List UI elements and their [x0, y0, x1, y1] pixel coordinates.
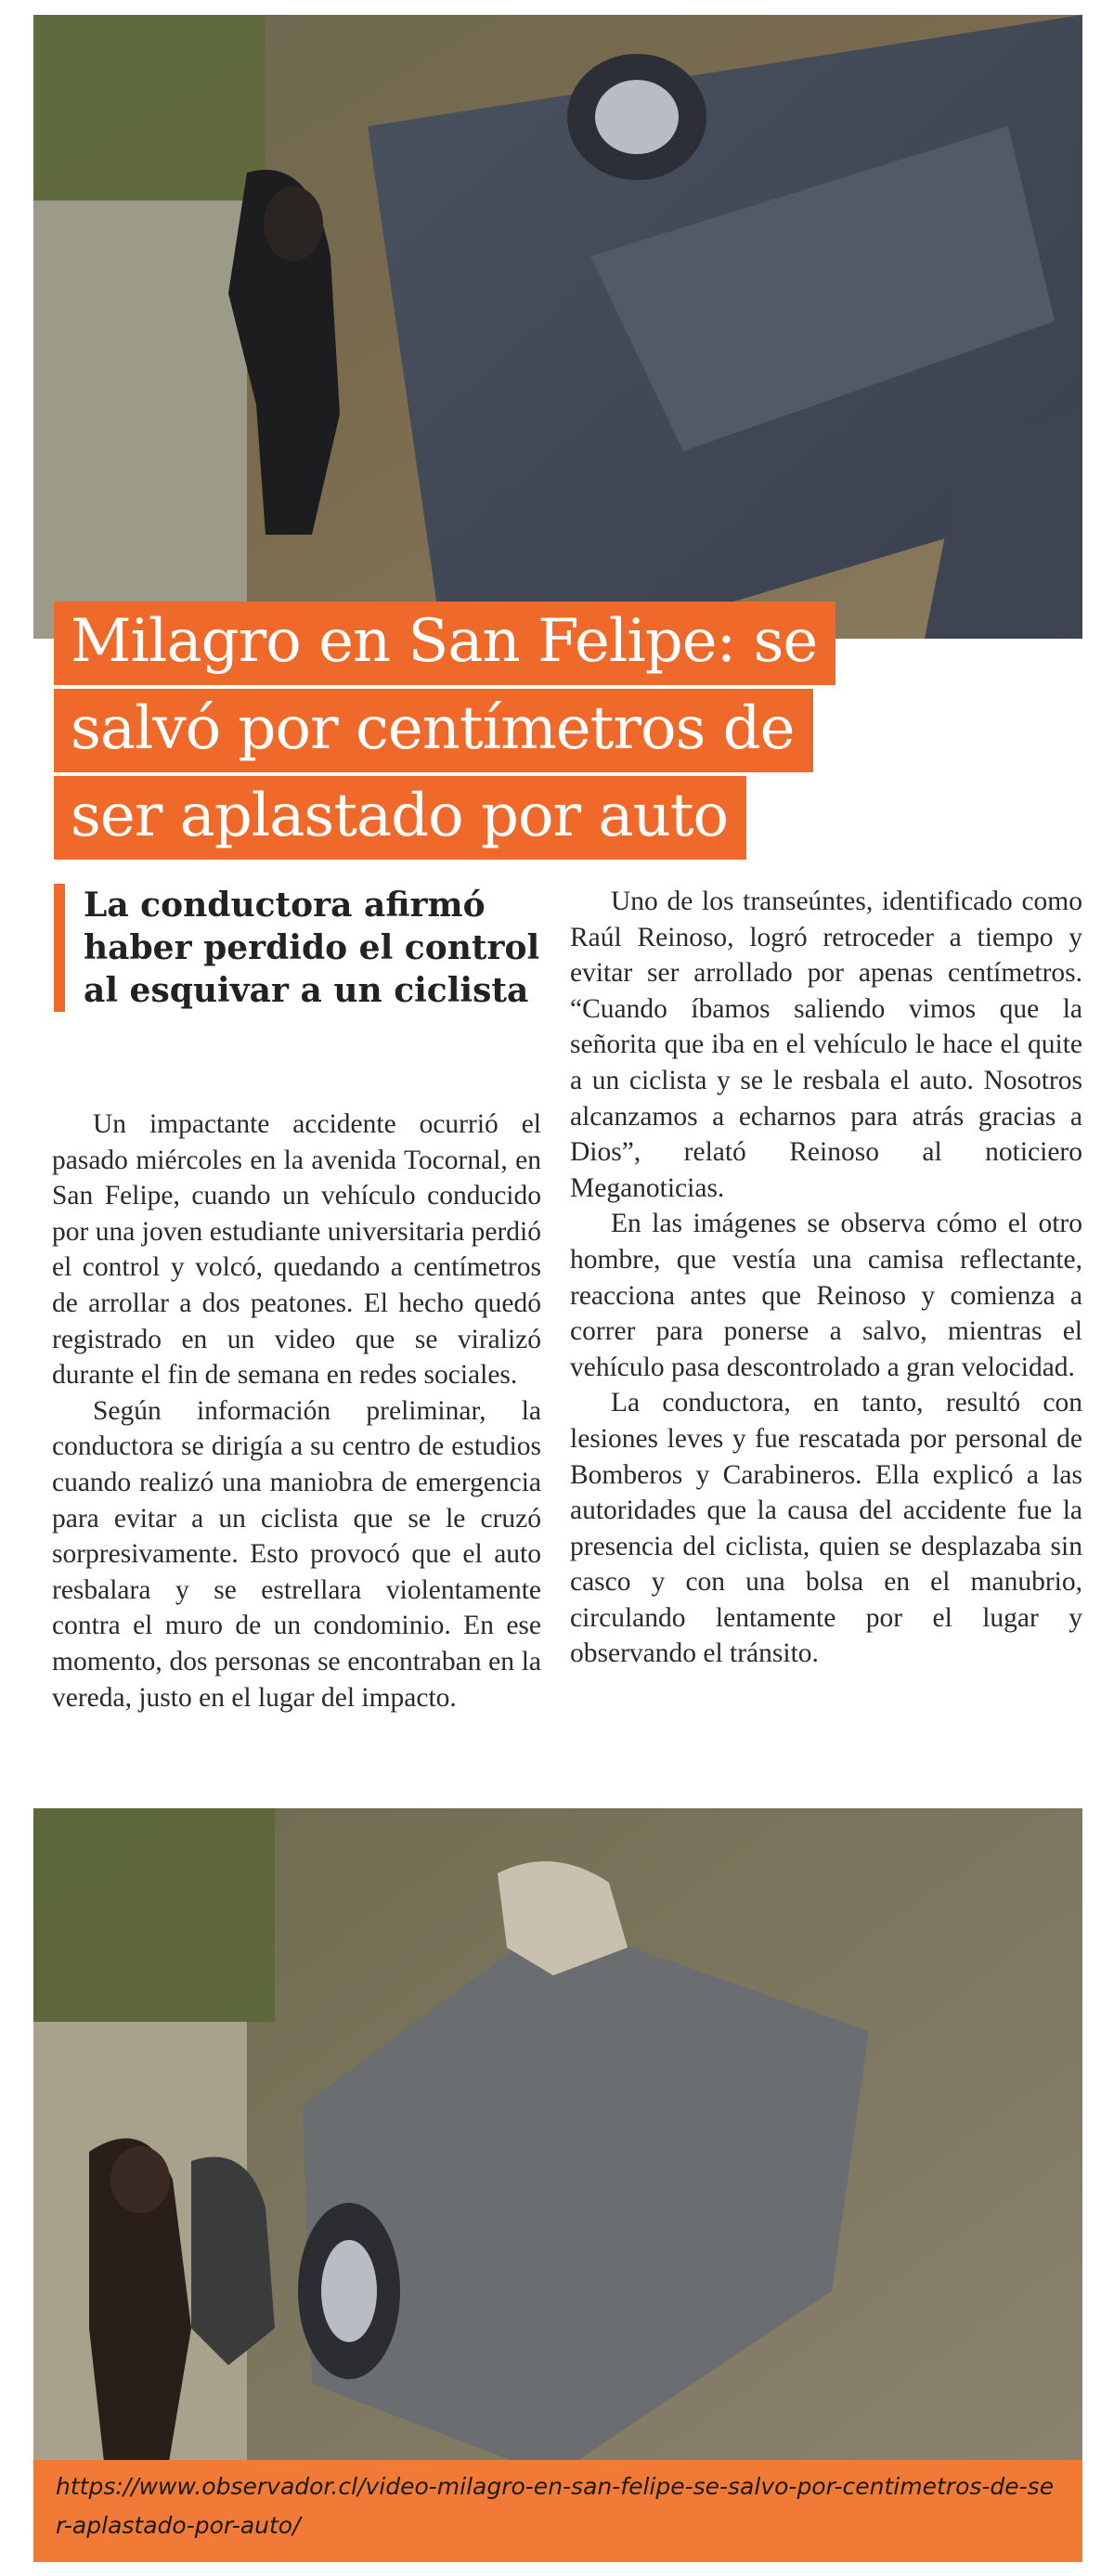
headline-line: Milagro en San Felipe: se — [54, 602, 835, 685]
source-url-link[interactable]: https://www.observador.cl/video-milagro-en-san-felipe-se-salvo-por-centimetros-de-ser-aplastado-por-auto/ — [56, 2473, 1055, 2539]
subheading — [54, 884, 566, 1012]
top-photo — [33, 15, 1082, 639]
headline — [54, 602, 1038, 863]
bottom-photo — [33, 1808, 1082, 2562]
body-column-left — [52, 1107, 541, 1715]
headline-line: ser aplastado por auto — [54, 776, 746, 860]
body-paragraph: Un impactante accidente ocurrió el pasado miércoles en la avenida Tocornal, en San Felipe, cuando un vehículo conducido por una joven estudiante universitaria perdió el control y volcó, quedando a centímetros de arrollar a dos peatones. El hecho quedó registrado en un video que se viralizó durante el fin de semana en redes sociales. — [52, 1109, 541, 1391]
subheading-text: La conductora afirmó haber perdido el control al esquivar a un ciclista — [84, 886, 540, 1010]
body-column-right — [570, 884, 1082, 1672]
body-paragraph: En las imágenes se observa cómo el otro hombre, que vestía una camisa reflectante, reacciona antes que Reinoso y comienza a correr para ponerse a salvo, mientras el vehículo pasa descontrolado a gran velocidad. — [570, 1209, 1082, 1382]
source-url-bar — [33, 2460, 1082, 2562]
body-paragraph: La conductora, en tanto, resultó con lesiones leves y fue rescatada por personal de Bomberos y Carabineros. Ella explicó a las autoridades que la causa del accidente fue la presencia del ciclista, quien se desplazaba sin casco y con una bolsa en el manubrio, circulando lentamente por el lugar y observando el tránsito. — [570, 1388, 1082, 1669]
body-paragraph: Según información preliminar, la conductora se dirigía a su centro de estudios cuando realizó una maniobra de emergencia para evitar a un ciclista que se le cruzó sorpresivamente. Esto provocó que el auto resbalara y se estrellara violentamente contra el muro de un condominio. En ese momento, dos personas se encontraban en la vereda, justo en el lugar del impacto. — [52, 1395, 541, 1713]
body-paragraph: Uno de los transeúntes, identificado como Raúl Reinoso, logró retroceder a tiempo y evitar ser arrollado por apenas centímetros. “Cuando íbamos saliendo vimos que la señorita que iba en el vehículo le hace el quite a un ciclista y se le resbala el auto. Nosotros alcanzamos a echarnos para atrás gracias a Dios”, relató Reinoso al noticiero Meganoticias. — [570, 887, 1082, 1203]
headline-line: salvó por centímetros de — [54, 689, 813, 772]
